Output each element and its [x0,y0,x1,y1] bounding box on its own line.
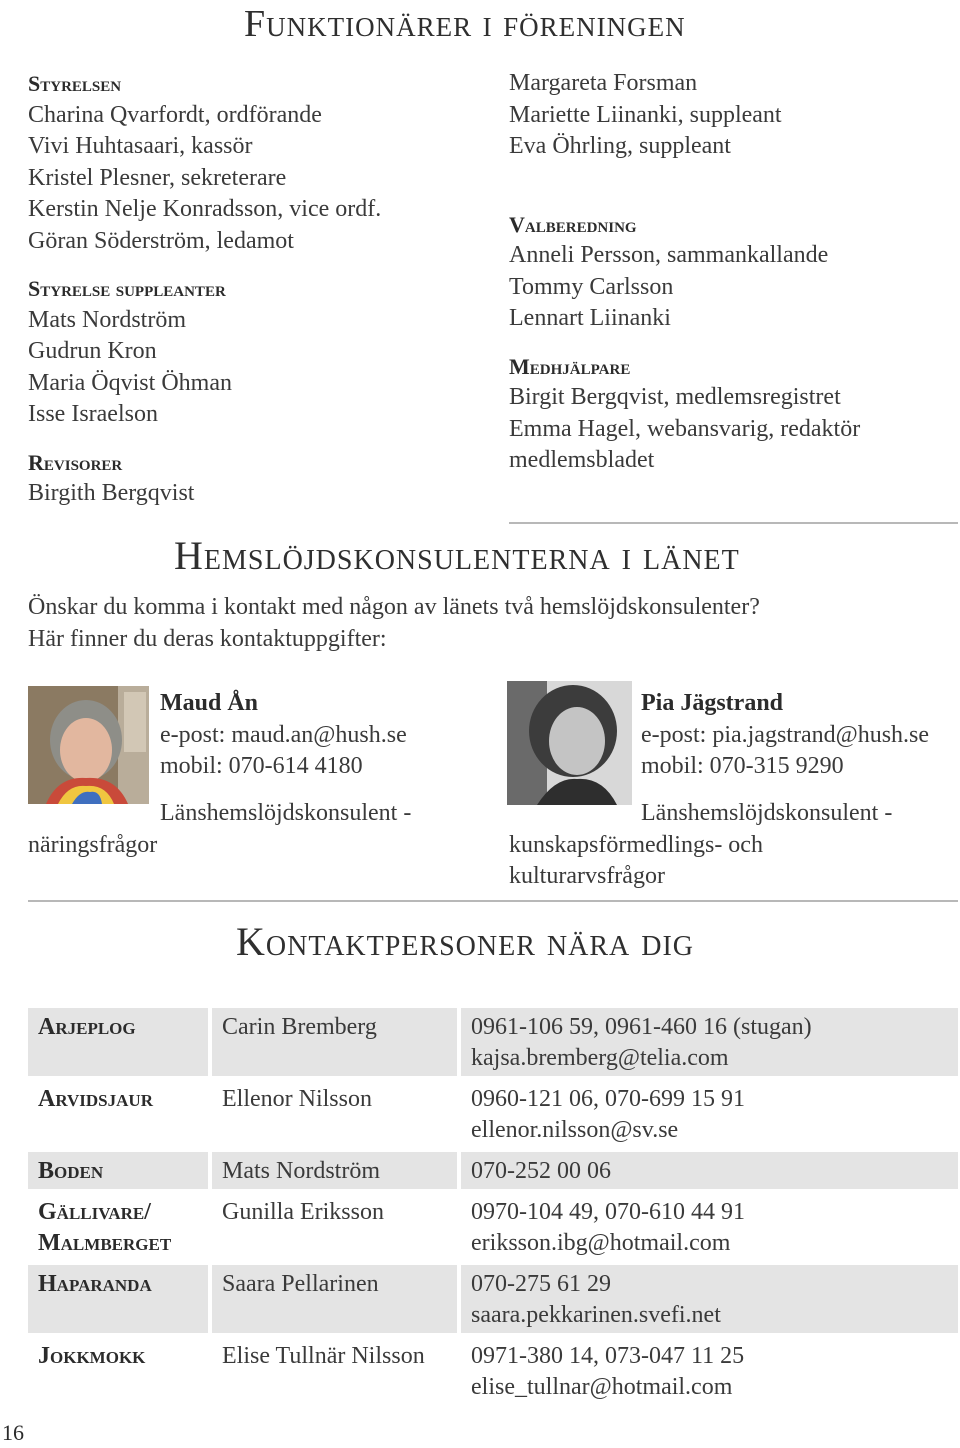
place-cell [28,1080,208,1148]
role-line: näringsfrågor [28,831,158,858]
place-name: Malmberget [38,1230,172,1256]
valberedning-member: Anneli Persson, sammankallande [509,242,829,268]
styrelsen-heading: Styrelsen [28,71,122,96]
email-text: kajsa.bremberg@telia.com [471,1045,729,1071]
place-cell [28,1193,208,1261]
kontakt-title: Kontaktpersoner nära dig [236,919,694,964]
medhjalpare-member: medlemsbladet [509,447,655,473]
medhjalpare-member: Emma Hagel, webansvarig, redaktör [509,415,861,442]
phone-text: 070-275 61 29 [471,1271,611,1297]
table-row [28,1080,958,1148]
info-cell [457,1008,958,1076]
divider [28,900,958,902]
place-cell [28,1008,208,1076]
revisor-member: Eva Öhrling, suppleant [509,133,731,159]
email-text: eriksson.ibg@hotmail.com [471,1230,731,1256]
portrait-pia-jagstrand [507,681,632,805]
info-cell [457,1193,958,1261]
phone-text: 0971-380 14, 073-047 11 25 [471,1343,745,1369]
consultant-mobile: mobil: 070-315 9290 [641,753,844,779]
revisor-member: Birgith Bergqvist [28,480,195,506]
consultant-maud [160,688,407,783]
person-cell: Gunilla Eriksson [208,1193,457,1261]
consultant-name: Pia Jägstrand [641,690,784,716]
styrelsen-member: Vivi Huhtasaari, kassör [28,133,253,159]
email-text: saara.pekkarinen.svefi.net [471,1302,721,1328]
consultant-name: Maud Ån [160,690,259,716]
place-name: Gällivare/ [38,1199,151,1225]
place-name: Arvidsjaur [38,1086,153,1112]
medhjalpare-heading: Medhjälpare [509,353,631,379]
place-name: Jokkmokk [38,1343,146,1369]
page-number: 16 [2,1420,24,1445]
valberedning-member: Tommy Carlsson [509,273,674,300]
info-cell [457,1080,958,1148]
person-cell: Saara Pellarinen [208,1265,457,1333]
styrelsen-member: Kerstin Nelje Konradsson, vice ordf. [28,196,382,222]
role-line: Länshemslöjdskonsulent - [160,800,412,826]
table-row [28,1337,958,1405]
phone-text: 070-252 00 06 [471,1158,611,1184]
person-cell: Ellenor Nilsson [208,1080,457,1148]
suppleant-member: Mats Nordström [28,306,186,333]
consultant-role [28,798,411,861]
place-name: Arjeplog [38,1014,136,1040]
left-column [28,68,381,510]
role-line: Länshemslöjdskonsulent - [641,800,893,826]
valberedning-heading: Valberedning [509,211,637,237]
table-row [28,1265,958,1333]
suppleant-member: Maria Öqvist Öhman [28,369,232,396]
revisorer-heading: Revisorer [28,449,123,475]
page-title: Funktionärer i föreningen [244,3,686,45]
suppleant-member: Gudrun Kron [28,338,157,364]
divider [509,522,958,524]
person-cell: Elise Tullnär Nilsson [208,1337,457,1405]
portrait-maud-an [28,686,149,804]
info-cell [457,1152,958,1189]
role-line: kulturarvsfrågor [509,863,665,889]
phone-text: 0970-104 49, 070-610 44 91 [471,1199,745,1225]
konsulenter-title: Hemslöjdskonsulenterna i länet [174,533,740,578]
consultant-mobile: mobil: 070-614 4180 [160,753,363,779]
consultant-pia [641,688,929,783]
phone-text: 0961-106 59, 0961-460 16 (stugan) [471,1014,812,1040]
konsulenter-intro [28,592,760,655]
suppleanter-heading: Styrelse suppleanter [28,276,226,301]
contacts-table [28,1004,958,1409]
role-line: kunskapsförmedlings- och [509,831,763,858]
intro-line: Önskar du komma i kontakt med någon av länets två hemslöjdskonsulenter? [28,594,760,620]
place-cell [28,1337,208,1405]
table-row [28,1152,958,1189]
styrelsen-member: Charina Qvarfordt, ordförande [28,101,322,128]
revisor-member: Mariette Liinanki, suppleant [509,101,782,128]
place-name: Haparanda [38,1271,152,1297]
styrelsen-member: Kristel Plesner, sekreterare [28,164,287,191]
email-text: ellenor.nilsson@sv.se [471,1117,679,1143]
revisor-member: Margareta Forsman [509,70,698,96]
consultant-role [509,798,892,893]
person-cell: Mats Nordström [208,1152,457,1189]
intro-line: Här finner du deras kontaktuppgifter: [28,625,387,652]
styrelsen-member: Göran Söderström, ledamot [28,227,294,254]
info-cell [457,1337,958,1405]
place-cell [28,1265,208,1333]
suppleant-member: Isse Israelson [28,401,158,427]
medhjalpare-member: Birgit Bergqvist, medlemsregistret [509,384,841,410]
place-name: Boden [38,1158,104,1184]
consultant-email: e-post: maud.an@hush.se [160,721,407,748]
email-text: elise_tullnar@hotmail.com [471,1374,733,1400]
table-row [28,1193,958,1261]
place-cell [28,1152,208,1189]
info-cell [457,1265,958,1333]
table-row [28,1008,958,1076]
person-cell: Carin Bremberg [208,1008,457,1076]
consultant-email: e-post: pia.jagstrand@hush.se [641,721,930,748]
right-column [509,68,860,477]
valberedning-member: Lennart Liinanki [509,305,671,331]
phone-text: 0960-121 06, 070-699 15 91 [471,1086,745,1112]
